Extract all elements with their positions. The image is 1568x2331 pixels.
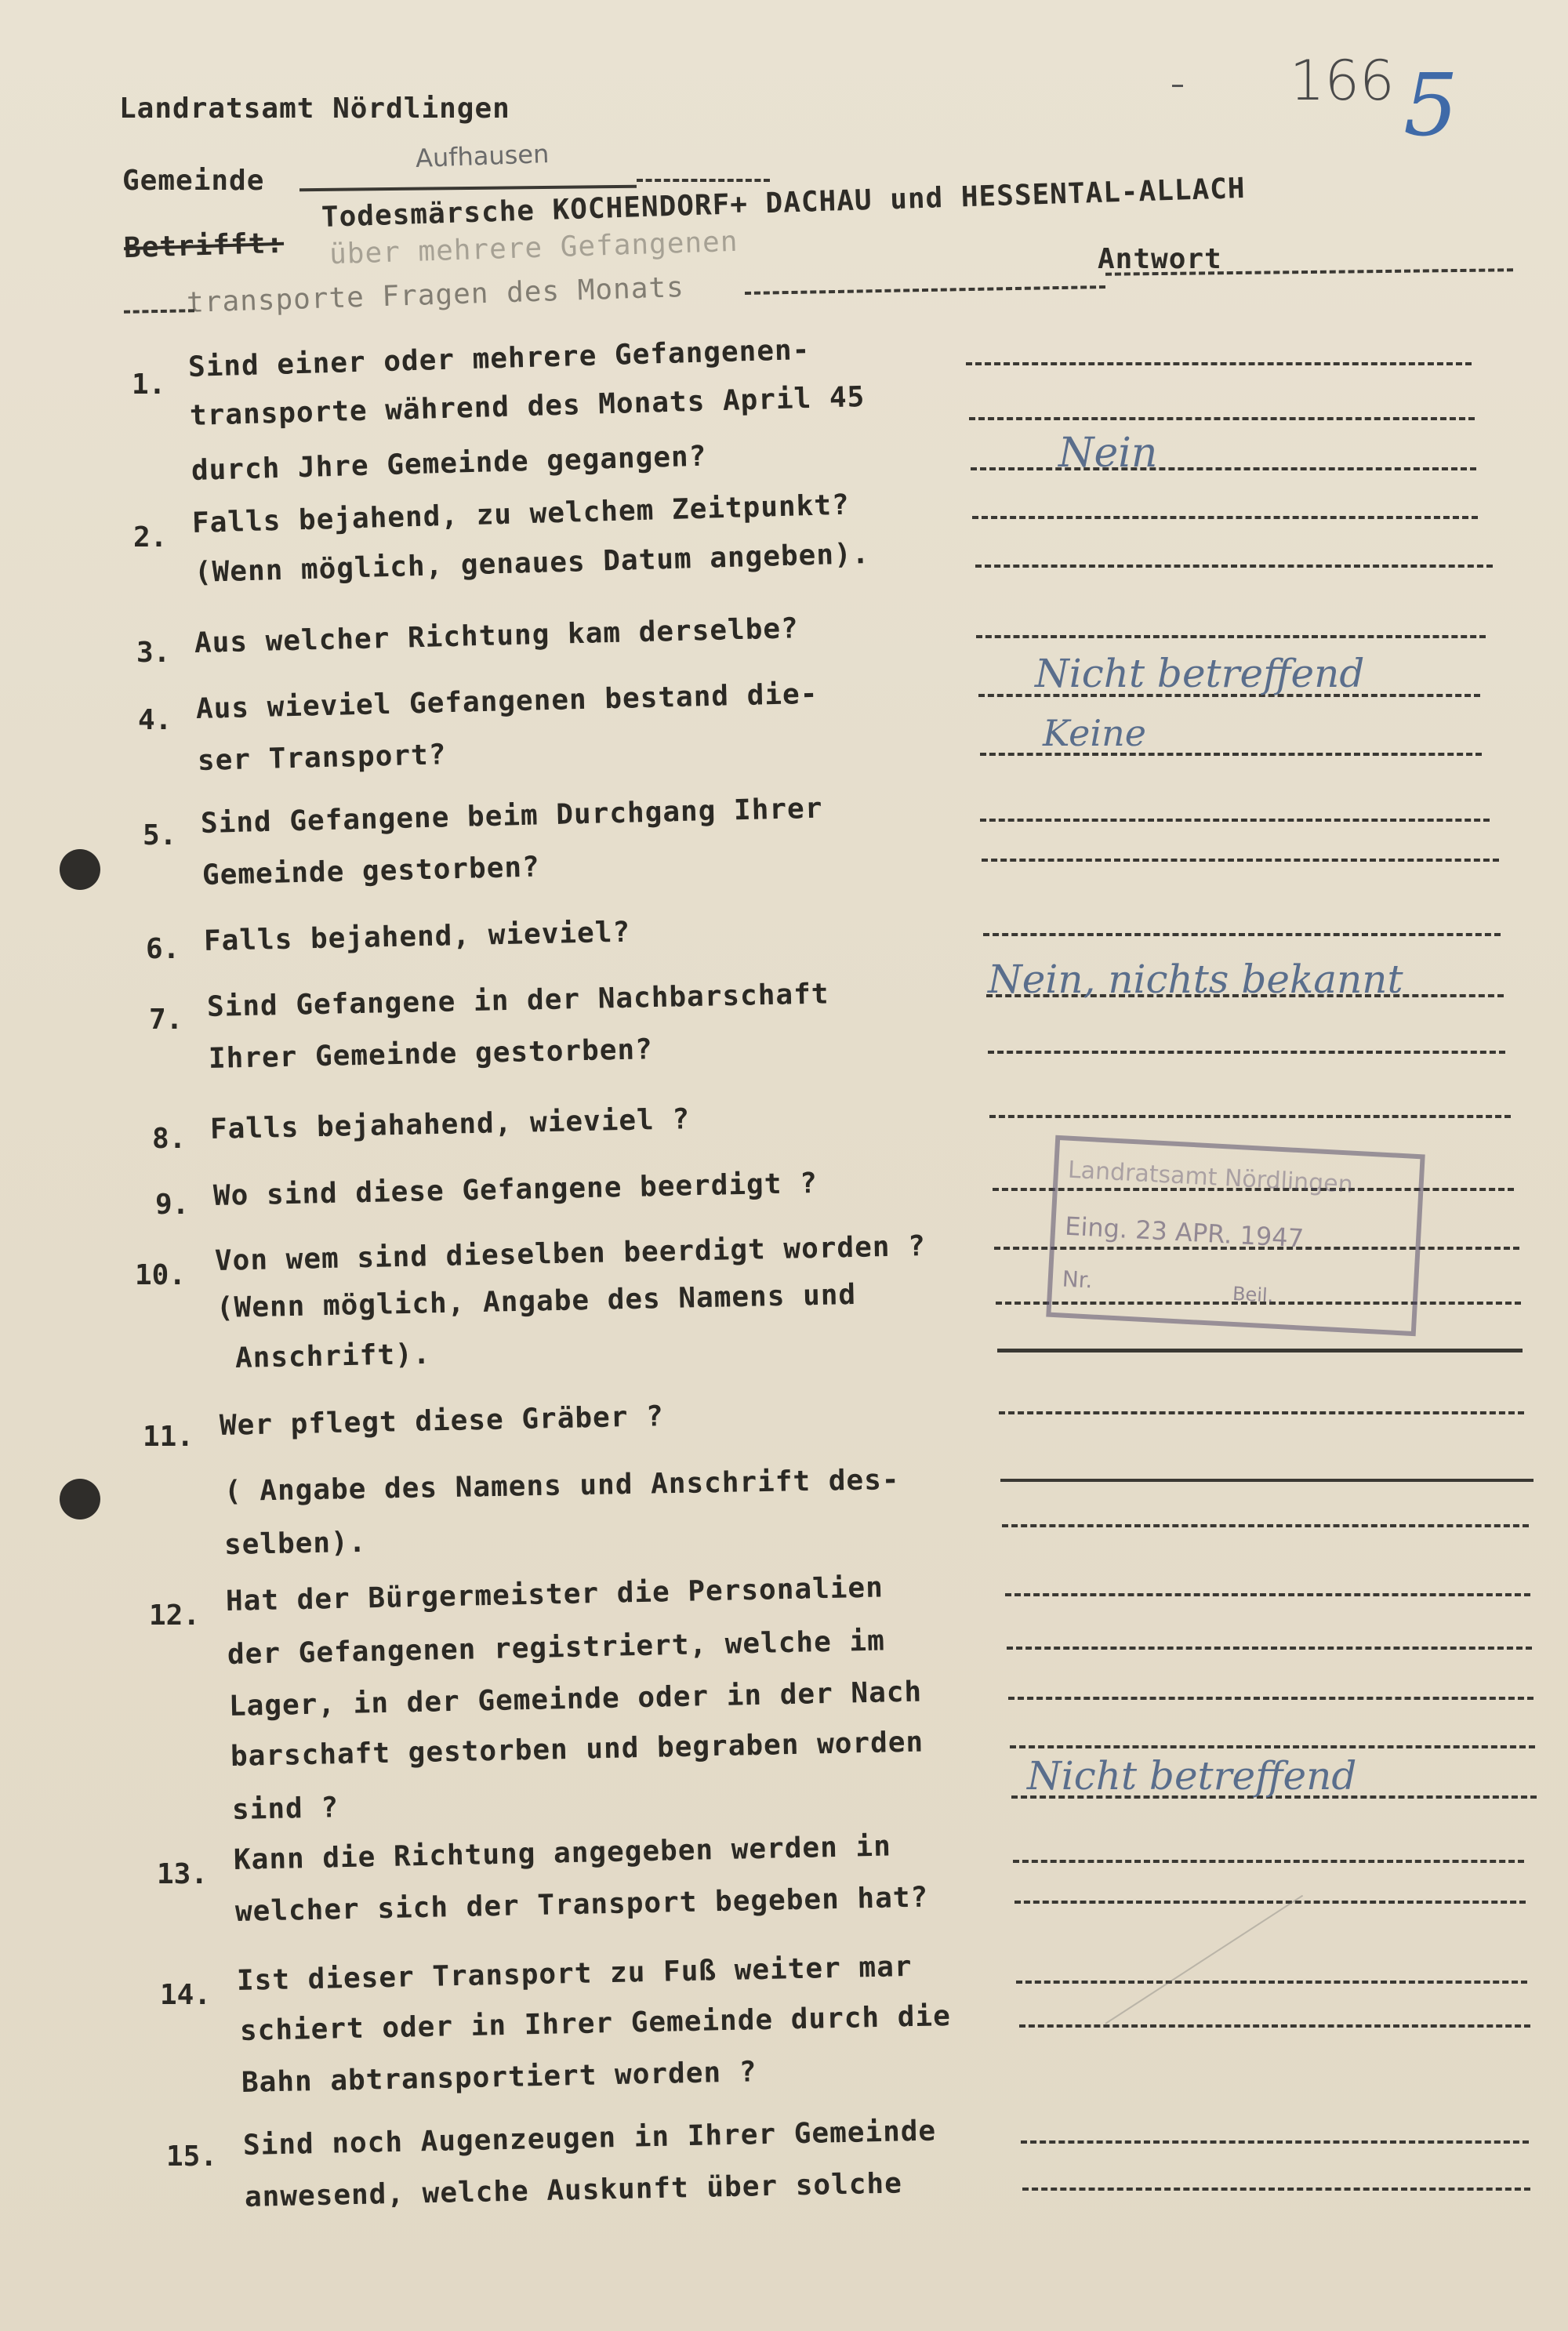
answer-line-11b bbox=[1000, 1479, 1534, 1482]
question-2-line-1: Falls bejahend, zu welchem Zeitpunkt? bbox=[191, 488, 851, 539]
question-7-number: 7. bbox=[149, 1004, 183, 1036]
gemeinde-value: Aufhausen bbox=[415, 139, 550, 173]
subject-text: Todesmärsche KOCHENDORF+ DACHAU und HESSENTAL-ALLACH bbox=[321, 172, 1247, 234]
answer-line-1a bbox=[966, 362, 1472, 365]
answer-line-2b bbox=[975, 565, 1493, 568]
question-7-line-1: Sind Gefangene in der Nachbarschaft bbox=[206, 978, 829, 1023]
answer-line-12d bbox=[1010, 1745, 1535, 1748]
question-5-number: 5. bbox=[143, 819, 177, 851]
question-12-line-5: sind ? bbox=[231, 1792, 339, 1826]
answer-4b: Keine bbox=[1043, 712, 1146, 754]
answer-line-12b bbox=[1007, 1647, 1532, 1650]
question-11-number: 11. bbox=[143, 1421, 194, 1453]
question-13-line-1: Kann die Richtung angegeben werden in bbox=[233, 1830, 892, 1876]
answer-line-13a bbox=[1013, 1860, 1524, 1863]
question-5-line-1: Sind Gefangene beim Durchgang Ihrer bbox=[200, 792, 823, 840]
pencil-diagonal bbox=[1105, 1895, 1303, 2024]
answer-line-14b bbox=[1019, 2024, 1530, 2028]
answer-line-12c bbox=[1008, 1697, 1534, 1700]
question-9-line-1: Wo sind diese Gefangene beerdigt ? bbox=[212, 1167, 818, 1212]
question-9-number: 9. bbox=[155, 1189, 190, 1221]
subject-overtyped: über mehrere Gefangenen bbox=[328, 225, 739, 271]
question-1-line-2: transporte während des Monats April 45 bbox=[189, 380, 866, 432]
punch-hole-bottom bbox=[60, 1479, 100, 1520]
blue-page-number: 5 bbox=[1403, 55, 1458, 155]
punch-hole-top bbox=[60, 849, 100, 890]
office-title: Landratsamt Nördlingen bbox=[119, 93, 510, 125]
question-14-line-1: Ist dieser Transport zu Fuß weiter mar bbox=[236, 1950, 913, 1997]
question-2-number: 2. bbox=[133, 521, 168, 554]
answer-4: Nicht betreffend bbox=[1035, 651, 1365, 696]
question-10-line-2: (Wenn möglich, Angabe des Namens und bbox=[216, 1278, 857, 1324]
answer-line-1c bbox=[971, 467, 1476, 470]
question-15-number: 15. bbox=[166, 2140, 218, 2173]
answer-12: Nicht betreffend bbox=[1027, 1753, 1357, 1799]
subject-sub: transporte Fragen des Monats bbox=[186, 271, 685, 319]
question-12-line-1: Hat der Bürgermeister die Personalien bbox=[225, 1571, 884, 1618]
question-8-number: 8. bbox=[152, 1123, 187, 1155]
question-3-line-1: Aus welcher Richtung kam derselbe? bbox=[194, 612, 800, 659]
answer-line-3 bbox=[976, 635, 1486, 638]
question-10-line-3: Anschrift). bbox=[234, 1338, 431, 1374]
question-12-number: 12. bbox=[149, 1599, 201, 1632]
question-14-line-2: schiert oder in Ihrer Gemeinde durch die bbox=[239, 2000, 952, 2047]
question-15-line-1: Sind noch Augenzeugen in Ihrer Gemeinde bbox=[242, 2115, 937, 2162]
answer-line-1b bbox=[969, 417, 1475, 420]
question-1-number: 1. bbox=[132, 369, 166, 401]
question-11-line-1: Wer pflegt diese Gräber ? bbox=[219, 1400, 665, 1442]
question-10-number: 10. bbox=[135, 1259, 187, 1291]
answer-line-15a bbox=[1021, 2140, 1529, 2144]
question-4-line-2: ser Transport? bbox=[197, 739, 447, 777]
answer-line-14a bbox=[1016, 1981, 1527, 1984]
question-10-line-1: Von wem sind dieselben beerdigt worden ? bbox=[214, 1230, 927, 1277]
answer-line-5b bbox=[982, 859, 1499, 862]
stamp-line-3: Nr. bbox=[1061, 1265, 1094, 1294]
question-13-number: 13. bbox=[157, 1858, 209, 1890]
question-6-line-1: Falls bejahend, wieviel? bbox=[203, 916, 631, 957]
antwort-label: Antwort bbox=[1098, 243, 1222, 275]
answer-line-6 bbox=[983, 933, 1501, 936]
answer-line-7b bbox=[988, 1051, 1505, 1054]
subject-dash-mid bbox=[745, 285, 1105, 295]
subject-dash-left bbox=[124, 309, 194, 314]
page-number: 166 bbox=[1290, 49, 1395, 113]
pencil-mark bbox=[1172, 85, 1183, 87]
answer-line-11c bbox=[1002, 1524, 1529, 1527]
answer-line-12a bbox=[1005, 1593, 1530, 1596]
answer-7: Nein, nichts bekannt bbox=[988, 957, 1403, 1002]
answer-line-15b bbox=[1022, 2188, 1530, 2191]
gemeinde-underline-dash bbox=[637, 179, 770, 182]
gemeinde-underline bbox=[299, 185, 637, 192]
question-1-line-1: Sind einer oder mehrere Gefangenen- bbox=[187, 333, 811, 383]
question-11-line-3: selben). bbox=[223, 1526, 367, 1561]
question-4-number: 4. bbox=[138, 704, 172, 736]
stamp-line-1: Landratsamt Nördlingen bbox=[1067, 1156, 1354, 1199]
question-11-line-2: ( Angabe des Namens und Anschrift des- bbox=[223, 1463, 900, 1508]
answer-line-8 bbox=[989, 1115, 1511, 1118]
question-3-number: 3. bbox=[136, 637, 171, 669]
stamp-line-2: Eing. 23 APR. 1947 bbox=[1064, 1211, 1305, 1254]
question-13-line-2: welcher sich der Transport begeben hat? bbox=[234, 1881, 929, 1928]
answer-line-13b bbox=[1014, 1901, 1526, 1904]
answer-line-5a bbox=[980, 819, 1490, 822]
question-8-line-1: Falls bejahahend, wieviel ? bbox=[209, 1103, 691, 1146]
question-14-line-3: Bahn abtransportiert worden ? bbox=[241, 2056, 757, 2099]
answer-1: Nein bbox=[1058, 430, 1158, 477]
answer-line-10c bbox=[997, 1349, 1523, 1352]
answer-line-2a bbox=[972, 516, 1478, 519]
question-15-line-2: anwesend, welche Auskunft über solche bbox=[244, 2167, 903, 2213]
answer-line-11a bbox=[999, 1411, 1524, 1414]
question-2-line-2: (Wenn möglich, genaues Datum angeben). bbox=[194, 537, 870, 589]
question-5-line-2: Gemeinde gestorben? bbox=[201, 851, 541, 891]
question-7-line-2: Ihrer Gemeinde gestorben? bbox=[208, 1033, 654, 1075]
question-4-line-1: Aus wieviel Gefangenen bestand die- bbox=[195, 677, 818, 725]
question-12-line-2: der Gefangenen registriert, welche im bbox=[227, 1625, 886, 1671]
question-6-number: 6. bbox=[146, 933, 180, 965]
received-stamp bbox=[1046, 1135, 1425, 1336]
gemeinde-label: Gemeinde bbox=[122, 165, 265, 197]
question-12-line-4: barschaft gestorben und begraben worden bbox=[230, 1726, 924, 1773]
question-1-line-3: durch Jhre Gemeinde gegangen? bbox=[191, 440, 707, 487]
question-12-line-3: Lager, in der Gemeinde oder in der Nach bbox=[228, 1676, 923, 1723]
stamp-line-4: Beil. bbox=[1232, 1282, 1274, 1307]
subject-label: Betrifft: bbox=[123, 227, 285, 265]
question-14-number: 14. bbox=[160, 1979, 212, 2011]
